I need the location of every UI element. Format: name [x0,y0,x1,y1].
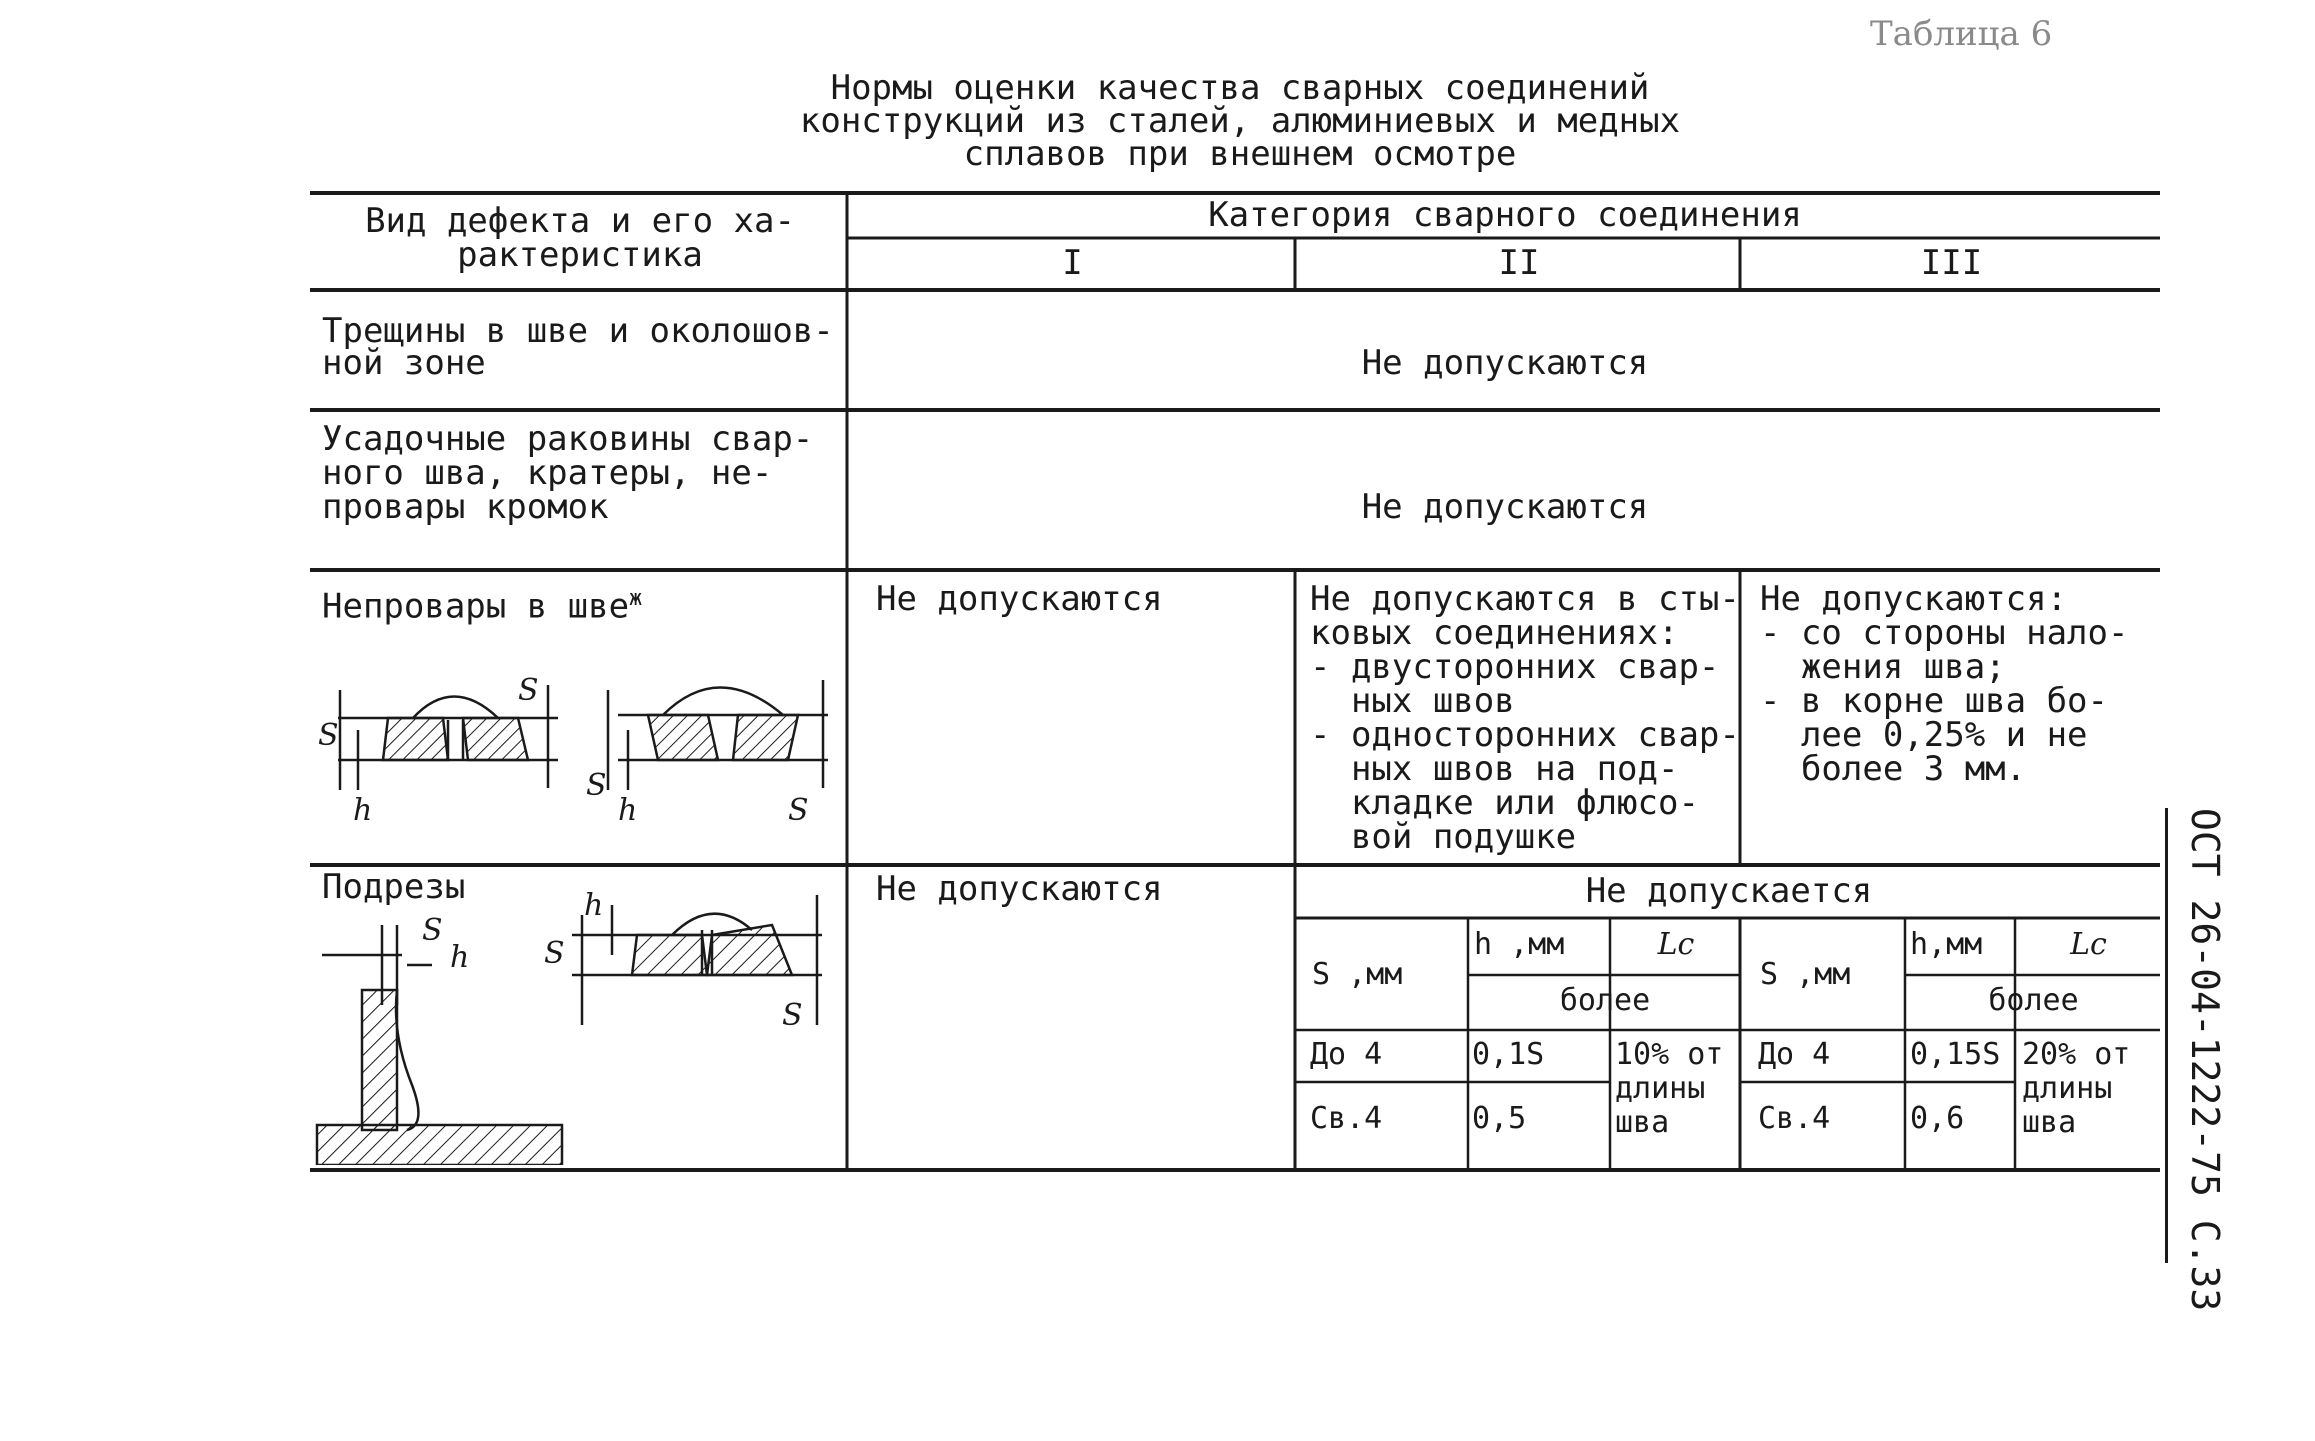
cat3-col-s: S ,мм [1760,957,1851,992]
title-line-1: Нормы оценки качества сварных соединений [830,68,1650,108]
footnote-mark: ж [629,586,643,611]
cat3-lc-line: шва [2022,1105,2077,1140]
cat3-line: Не допускаются: [1760,579,2068,619]
sketch-label-s: S [544,936,565,971]
cracks-defect-line-2: ной зоне [322,343,486,383]
cat2-line: - односторонних свар- [1310,715,1740,755]
sketch-label-s: S [782,998,803,1033]
cat3-line: жения шва; [1760,647,2006,687]
document-title [560,68,1920,174]
header-category-i: I [1062,243,1083,283]
header-category-iii: III [1920,243,1983,283]
undercuts-sketch [312,885,842,1165]
header-category-group: Категория сварного соединения [1208,195,1802,235]
header-defect-line-1: Вид дефекта и его ха- [365,201,795,241]
cat3-line: лее 0,25% и не [1760,715,2088,755]
undercuts-cat23-heading: Не допускается [1585,871,1873,911]
margin-rule [2165,808,2168,1263]
undercuts-defect: Подрезы [322,867,466,907]
sketch-label-s: S [586,768,607,803]
cat3-row2-h: 0,6 [1910,1101,1965,1136]
cat3-line: более 3 мм. [1760,749,2027,789]
cat3-sub: более [1988,983,2079,1018]
cat3-line: - со стороны нало- [1760,613,2129,653]
sketch-label-s: S [518,673,539,708]
cat2-lc-line: 10% от [1615,1037,1724,1072]
lack-of-fusion-sketch [318,660,838,830]
cat2-line: - двусторонних свар- [1310,647,1720,687]
cat3-col-lc: Lc [2070,927,2107,962]
cat2-lc-line: длины [1615,1071,1706,1106]
shrinkage-defect-line-2: ного шва, кратеры, не- [322,453,773,493]
cat2-col-s: S ,мм [1312,957,1403,992]
sketch-label-s: S [788,793,809,828]
sketch-label-s: S [422,913,443,948]
cat3-row2-s: Св.4 [1758,1101,1831,1136]
title-line-3: сплавов при внешнем осмотре [963,134,1517,174]
lack-of-fusion-defect-label: Непровары в шве [322,586,630,627]
shrinkage-defect-line-3: провары кромок [322,487,609,527]
sketch-label-h: h [584,888,604,923]
cat2-col-lc: Lc [1657,927,1695,962]
cat3-line: - в корне шва бо- [1760,681,2108,721]
lack-of-fusion-defect [322,582,643,627]
cat2-row1-s: До 4 [1310,1037,1383,1072]
cracks-value: Не допускаются [1361,343,1649,383]
title-line-2: конструкций из сталей, алюминиевых и медных [799,101,1681,141]
cat3-lc-line: длины [2022,1071,2113,1106]
cat2-line: кладке или флюсо- [1310,783,1699,823]
shrinkage-value: Не допускаются [1361,487,1649,527]
cat3-row1-s: До 4 [1758,1037,1831,1072]
cat2-lc-line: шва [1615,1105,1670,1140]
sketch-label-h: h [353,793,373,828]
undercuts-cat1: Не допускаются [876,869,1163,909]
cat3-row1-h: 0,15S [1910,1037,2001,1072]
shrinkage-defect-line-1: Усадочные раковины свар- [322,419,814,459]
cat2-row2-h: 0,5 [1472,1101,1527,1136]
cat2-row1-h: 0,1S [1472,1037,1545,1072]
header-defect-line-2: рактеристика [457,235,703,275]
standard-number: ОСТ 26-04-1222-75 С.33 [2183,808,2227,1312]
header-category-ii: II [1498,243,1540,283]
cat2-row2-s: Св.4 [1310,1101,1383,1136]
cat3-lc-line: 20% от [2022,1037,2131,1072]
cat2-line: ных швов на под- [1310,749,1679,789]
cat3-col-h: h,мм [1910,927,1983,962]
sketch-label-h: h [618,793,638,828]
cracks-defect-line-1: Трещины в шве и околошов- [322,311,834,351]
sketch-label-s: S [318,718,339,753]
sketch-label-h: h [450,940,470,975]
cat2-col-h: h ,мм [1474,927,1565,962]
cat2-line: ных швов [1310,681,1515,721]
lack-of-fusion-cat1: Не допускаются [876,579,1163,619]
cat2-line: ковых соединениях: [1310,613,1679,653]
cat2-line: Не допускаются в сты- [1310,579,1740,619]
table-label: Таблица 6 [1870,14,2053,54]
cat2-sub: более [1559,983,1651,1018]
cat2-line: вой подушке [1310,817,1577,857]
